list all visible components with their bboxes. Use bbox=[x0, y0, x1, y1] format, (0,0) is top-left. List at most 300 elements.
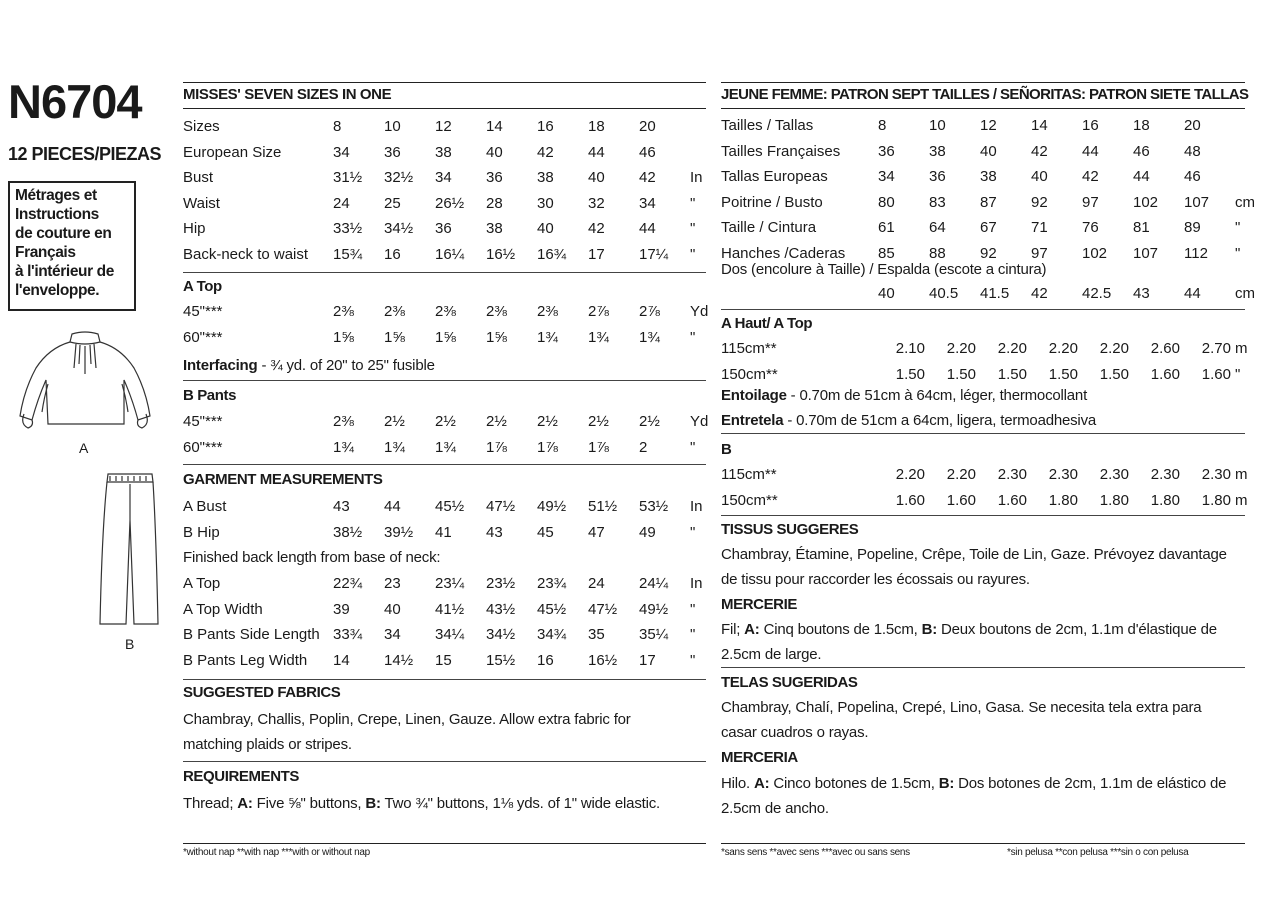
cell-value: 2½ bbox=[588, 413, 609, 431]
cell-value: 61 bbox=[878, 219, 895, 237]
table-row bbox=[183, 299, 708, 325]
row-label: A Top Width bbox=[183, 600, 263, 618]
unit-label: " bbox=[690, 523, 696, 541]
divider bbox=[183, 108, 706, 109]
cell-value: 107 bbox=[1184, 193, 1210, 211]
dos-label: Dos (encolure à Taille) / Espalda (escote a cintura) bbox=[721, 261, 1047, 278]
unit-label: " bbox=[1235, 219, 1241, 237]
cell-value: 16 bbox=[384, 245, 401, 263]
mercerie-part: Deux boutons de 2cm, 1.1m d'élastique de bbox=[937, 621, 1217, 638]
cell-value: 102 bbox=[1133, 193, 1159, 211]
b-pants-yardage-table bbox=[183, 409, 708, 460]
cell-value: 2½ bbox=[486, 413, 507, 431]
cell-value: 30 bbox=[537, 194, 554, 212]
mercerie-title: MERCERIE bbox=[721, 596, 797, 613]
cell-value: 1.50 bbox=[946, 365, 976, 383]
cell-value: 36 bbox=[384, 143, 401, 161]
cell-value: 1.80 bbox=[1099, 491, 1129, 509]
row-label: 115cm** bbox=[721, 466, 777, 484]
cell-value: 16½ bbox=[588, 651, 618, 669]
cell-value: 1.60 bbox=[895, 491, 925, 509]
french-sizes-table bbox=[721, 113, 1257, 266]
cell-value: 32 bbox=[588, 194, 605, 212]
cell-value: 46 bbox=[1184, 168, 1201, 186]
cell-value: 44 bbox=[588, 143, 605, 161]
cell-value: 47 bbox=[588, 523, 605, 541]
cell-value: 22¾ bbox=[333, 575, 363, 593]
a-top-title: A Top bbox=[183, 278, 222, 295]
unit-label: Yd bbox=[690, 413, 709, 431]
cell-value: 36 bbox=[878, 142, 895, 160]
cell-value: 42 bbox=[537, 143, 554, 161]
cell-value: 23 bbox=[384, 575, 401, 593]
cell-value: 1⅝ bbox=[486, 328, 507, 346]
row-label: 150cm** bbox=[721, 491, 778, 509]
req-view-b: B: bbox=[365, 795, 381, 812]
cell-value: 39½ bbox=[384, 523, 414, 541]
unit-label bbox=[1235, 139, 1257, 165]
note-line: de couture en bbox=[15, 225, 112, 242]
cell-value: 2 bbox=[639, 438, 648, 456]
cell-value: 45½ bbox=[435, 498, 465, 516]
row-label: Back-neck to waist bbox=[183, 245, 309, 263]
cell-value: 43 bbox=[1133, 285, 1150, 303]
french-footnote: *sans sens **avec sens ***avec ou sans sens bbox=[721, 847, 910, 858]
unit-label: " bbox=[690, 194, 696, 212]
cell-value: 24 bbox=[588, 575, 605, 593]
cell-value: 23¼ bbox=[435, 575, 465, 593]
suggested-fabrics-text bbox=[183, 707, 706, 757]
b-title: B bbox=[721, 441, 732, 458]
tissus-line: Chambray, Étamine, Popeline, Crêpe, Toile de Lin, Gaze. Prévoyez davantage bbox=[721, 546, 1227, 563]
cell-value: 51½ bbox=[588, 498, 618, 516]
row-label: Tallas Europeas bbox=[721, 168, 828, 186]
cell-value: 1⅝ bbox=[384, 328, 405, 346]
table-row bbox=[721, 113, 1257, 139]
row-label: Hanches /Caderas bbox=[721, 244, 846, 262]
cell-value: 88 bbox=[929, 244, 946, 262]
cell-value: 2⅜ bbox=[537, 303, 558, 321]
cell-value: 39 bbox=[333, 600, 350, 618]
unit-label bbox=[690, 114, 708, 140]
table-row bbox=[183, 242, 708, 268]
cell-value: 40 bbox=[588, 169, 605, 187]
unit-label bbox=[690, 140, 708, 166]
row-label: Poitrine / Busto bbox=[721, 193, 823, 211]
cell-value: 102 bbox=[1082, 244, 1108, 262]
mercerie-line: 2.5cm de large. bbox=[721, 646, 822, 663]
cell-value: 24¼ bbox=[639, 575, 669, 593]
cell-value: 44 bbox=[1082, 142, 1099, 160]
req-part: Two ¾" buttons, 1⅛ yds. of 1" wide elastic. bbox=[380, 795, 660, 812]
row-label: 60"*** bbox=[183, 438, 223, 456]
cell-value: 20 bbox=[1184, 117, 1201, 135]
cell-value: 34 bbox=[878, 168, 895, 186]
table-row bbox=[721, 190, 1257, 216]
cell-value: 45 bbox=[537, 523, 554, 541]
cell-value: 40.5 bbox=[929, 285, 959, 303]
cell-value: 49 bbox=[639, 523, 656, 541]
cell-value: 1.80 bbox=[1048, 491, 1078, 509]
cell-value: 1⅝ bbox=[435, 328, 456, 346]
unit-label bbox=[1235, 164, 1257, 190]
english-heading: MISSES' SEVEN SIZES IN ONE bbox=[183, 86, 392, 103]
cell-value: 17 bbox=[588, 245, 605, 263]
cell-value: 36 bbox=[486, 169, 503, 187]
row-label: B Pants Leg Width bbox=[183, 651, 308, 669]
row-label: A Top bbox=[183, 575, 221, 593]
cell-value: 36 bbox=[435, 220, 452, 238]
unit-label: " bbox=[690, 651, 696, 669]
cell-value: 47½ bbox=[486, 498, 516, 516]
cell-value: 1¾ bbox=[384, 438, 405, 456]
divider bbox=[721, 82, 1245, 83]
row-label: Sizes bbox=[183, 118, 220, 136]
telas-line: casar cuadros o rayas. bbox=[721, 724, 869, 741]
cell-value: 1.50 bbox=[1099, 365, 1129, 383]
mercerie-view-a: A: bbox=[744, 621, 760, 638]
cell-value: 2⅜ bbox=[333, 413, 354, 431]
cell-value: 1¾ bbox=[588, 328, 609, 346]
b-pants-title: B Pants bbox=[183, 387, 237, 404]
cell-value: 43½ bbox=[486, 600, 516, 618]
divider bbox=[721, 309, 1245, 310]
merceria-view-a: A: bbox=[753, 775, 770, 792]
entoilage-note bbox=[721, 387, 1087, 404]
divider bbox=[721, 108, 1245, 109]
cell-value: 2½ bbox=[639, 413, 660, 431]
a-haut-title: A Haut/ A Top bbox=[721, 315, 813, 332]
cell-value: 2.20 bbox=[997, 340, 1027, 358]
cell-value: 15½ bbox=[486, 651, 516, 669]
cell-value: 40 bbox=[486, 143, 503, 161]
table-row bbox=[183, 165, 708, 191]
cell-value: 1.80 bbox=[1150, 491, 1180, 509]
row-label: B Pants Side Length bbox=[183, 626, 320, 644]
cell-value: 48 bbox=[1184, 142, 1201, 160]
unit-label: Yd bbox=[690, 303, 709, 321]
mercerie-line bbox=[721, 617, 1251, 642]
interfacing-note bbox=[183, 357, 435, 374]
unit-label bbox=[1235, 113, 1257, 139]
entretela-text: - 0.70m de 51cm a 64cm, ligera, termoadhesiva bbox=[783, 412, 1097, 429]
row-label: Bust bbox=[183, 169, 214, 187]
english-footnote: *without nap **with nap ***with or without nap bbox=[183, 847, 370, 858]
cell-value: 8 bbox=[333, 118, 342, 136]
cell-value: 34 bbox=[333, 143, 350, 161]
cell-value: 23¾ bbox=[537, 575, 567, 593]
cell-value: 1.60 bbox=[946, 491, 976, 509]
divider bbox=[183, 843, 706, 844]
table-row bbox=[183, 597, 708, 623]
mercerie-part: Fil; bbox=[721, 621, 745, 638]
cell-value: 38 bbox=[435, 143, 452, 161]
cell-value: 10 bbox=[384, 118, 401, 136]
cell-value: 1.50 bbox=[997, 365, 1027, 383]
divider bbox=[183, 464, 706, 465]
cell-value: 71 bbox=[1031, 219, 1048, 237]
suggested-fabrics-title: SUGGESTED FABRICS bbox=[183, 684, 341, 701]
table-row bbox=[183, 114, 708, 140]
finished-length-table bbox=[183, 571, 708, 673]
merceria-part: Hilo. bbox=[721, 775, 754, 792]
merceria-title: MERCERIA bbox=[721, 749, 798, 766]
cell-value: 34¼ bbox=[435, 626, 465, 644]
entretela-note bbox=[721, 412, 1096, 429]
cell-value: 34 bbox=[435, 169, 452, 187]
row-label: 45"*** bbox=[183, 413, 223, 431]
unit-label: " bbox=[1235, 365, 1241, 383]
merceria-line bbox=[721, 771, 1251, 796]
tissus-text bbox=[721, 542, 1251, 592]
cell-value: 43 bbox=[333, 498, 350, 516]
divider bbox=[183, 380, 706, 381]
table-row bbox=[721, 488, 1257, 514]
cell-value: 33½ bbox=[333, 220, 363, 238]
cell-value: 14½ bbox=[384, 651, 414, 669]
cell-value: 12 bbox=[980, 117, 997, 135]
table-row bbox=[183, 571, 708, 597]
cell-value: 34¾ bbox=[537, 626, 567, 644]
cell-value: 2.20 bbox=[895, 466, 925, 484]
cell-value: 2.30 bbox=[1048, 466, 1078, 484]
entretela-label: Entretela bbox=[721, 412, 784, 429]
cell-value: 23½ bbox=[486, 575, 516, 593]
cell-value: 42.5 bbox=[1082, 285, 1112, 303]
cell-value: 20 bbox=[639, 118, 656, 136]
cell-value: 2½ bbox=[384, 413, 405, 431]
cell-value: 1¾ bbox=[639, 328, 660, 346]
cell-value: 2.30 bbox=[997, 466, 1027, 484]
cell-value: 53½ bbox=[639, 498, 669, 516]
cell-value: 1⅞ bbox=[486, 438, 507, 456]
req-view-a: A: bbox=[237, 795, 253, 812]
req-part: Thread; bbox=[183, 795, 238, 812]
cell-value: 8 bbox=[878, 117, 887, 135]
cell-value: 16¾ bbox=[537, 245, 567, 263]
cell-value: 34½ bbox=[486, 626, 516, 644]
divider bbox=[183, 272, 706, 273]
unit-label: In bbox=[690, 169, 703, 187]
cell-value: 38½ bbox=[333, 523, 363, 541]
entoilage-text: - 0.70m de 51cm à 64cm, léger, thermocollant bbox=[786, 387, 1088, 404]
cell-value: 2⅞ bbox=[639, 303, 660, 321]
interfacing-label: Interfacing bbox=[183, 357, 258, 374]
unit-label: " bbox=[690, 626, 696, 644]
cell-value: 40 bbox=[537, 220, 554, 238]
cell-value: 2.70 bbox=[1201, 340, 1231, 358]
cell-value: 10 bbox=[929, 117, 946, 135]
cell-value: 1.50 bbox=[895, 365, 925, 383]
cell-value: 46 bbox=[639, 143, 656, 161]
cell-value: 38 bbox=[486, 220, 503, 238]
requirements-text bbox=[183, 795, 660, 812]
cell-value: 31½ bbox=[333, 169, 363, 187]
finished-length-note: Finished back length from base of neck: bbox=[183, 549, 441, 566]
cell-value: 16¼ bbox=[435, 245, 465, 263]
mercerie-part: Cinq boutons de 1.5cm, bbox=[759, 621, 922, 638]
req-part: Five ⅝" buttons, bbox=[252, 795, 366, 812]
cell-value: 18 bbox=[588, 118, 605, 136]
cell-value: 42 bbox=[1031, 285, 1048, 303]
cell-value: 42 bbox=[1031, 142, 1048, 160]
cell-value: 14 bbox=[486, 118, 503, 136]
row-label: 60"*** bbox=[183, 328, 223, 346]
cell-value: 1⅞ bbox=[588, 438, 609, 456]
cell-value: 1.80 bbox=[1201, 491, 1231, 509]
table-row bbox=[183, 140, 708, 166]
cell-value: 44 bbox=[384, 498, 401, 516]
telas-text bbox=[721, 695, 1251, 745]
row-label: B Hip bbox=[183, 523, 220, 541]
merceria-view-b: B: bbox=[938, 775, 955, 792]
view-a-blouse-illustration bbox=[14, 328, 156, 432]
cell-value: 40 bbox=[980, 142, 997, 160]
row-label: A Bust bbox=[183, 498, 227, 516]
table-row bbox=[721, 462, 1257, 488]
cell-value: 25 bbox=[384, 194, 401, 212]
table-row bbox=[183, 216, 708, 242]
divider bbox=[183, 761, 706, 762]
cell-value: 40 bbox=[384, 600, 401, 618]
cell-value: 38 bbox=[980, 168, 997, 186]
cell-value: 28 bbox=[486, 194, 503, 212]
table-row bbox=[183, 648, 708, 674]
english-sizes-table bbox=[183, 114, 708, 267]
cell-value: 1.50 bbox=[1048, 365, 1078, 383]
view-a-label: A bbox=[79, 440, 89, 456]
cell-value: 1¾ bbox=[537, 328, 558, 346]
cell-value: 35 bbox=[588, 626, 605, 644]
cell-value: 2.20 bbox=[1048, 340, 1078, 358]
cell-value: 97 bbox=[1031, 244, 1048, 262]
cell-value: 33¾ bbox=[333, 626, 363, 644]
table-row bbox=[721, 362, 1257, 388]
cell-value: 1.60 bbox=[1150, 365, 1180, 383]
cell-value: 41½ bbox=[435, 600, 465, 618]
cell-value: 81 bbox=[1133, 219, 1150, 237]
unit-label: m bbox=[1235, 340, 1248, 358]
cell-value: 47½ bbox=[588, 600, 618, 618]
table-row bbox=[721, 336, 1257, 362]
cell-value: 2.30 bbox=[1150, 466, 1180, 484]
cell-value: 14 bbox=[1031, 117, 1048, 135]
cell-value: 2⅜ bbox=[486, 303, 507, 321]
note-line: Métrages et bbox=[15, 187, 97, 204]
unit-label: " bbox=[690, 245, 696, 263]
cell-value: 67 bbox=[980, 219, 997, 237]
merceria-part: Cinco botones de 1.5cm, bbox=[769, 775, 939, 792]
cell-value: 44 bbox=[1133, 168, 1150, 186]
unit-label: m bbox=[1235, 466, 1248, 484]
dos-table bbox=[721, 281, 1257, 307]
cell-value: 2⅞ bbox=[588, 303, 609, 321]
telas-title: TELAS SUGERIDAS bbox=[721, 674, 858, 691]
cell-value: 26½ bbox=[435, 194, 465, 212]
table-row bbox=[721, 215, 1257, 241]
row-label: 115cm** bbox=[721, 340, 777, 358]
cell-value: 15 bbox=[435, 651, 452, 669]
cell-value: 16½ bbox=[486, 245, 516, 263]
cell-value: 64 bbox=[929, 219, 946, 237]
cell-value: 1.60 bbox=[1201, 365, 1231, 383]
cell-value: 44 bbox=[1184, 285, 1201, 303]
note-line: Instructions bbox=[15, 206, 99, 223]
cell-value: 107 bbox=[1133, 244, 1159, 262]
table-row bbox=[183, 494, 708, 520]
a-haut-table bbox=[721, 336, 1257, 387]
cell-value: 36 bbox=[929, 168, 946, 186]
cell-value: 17 bbox=[639, 651, 656, 669]
cell-value: 92 bbox=[980, 244, 997, 262]
note-line: l'enveloppe. bbox=[15, 282, 100, 299]
table-row bbox=[183, 622, 708, 648]
cell-value: 83 bbox=[929, 193, 946, 211]
cell-value: 112 bbox=[1184, 244, 1208, 262]
cell-value: 38 bbox=[929, 142, 946, 160]
cell-value: 49½ bbox=[537, 498, 567, 516]
divider bbox=[721, 515, 1245, 516]
divider bbox=[721, 667, 1245, 668]
cell-value: 1⅝ bbox=[333, 328, 354, 346]
cell-value: 76 bbox=[1082, 219, 1099, 237]
note-line: à l'intérieur de bbox=[15, 263, 114, 280]
merceria-part: Dos botones de 2cm, 1.1m de elástico de bbox=[954, 775, 1227, 792]
cell-value: 2.20 bbox=[1099, 340, 1129, 358]
row-label: Waist bbox=[183, 194, 220, 212]
divider bbox=[721, 843, 1245, 844]
cell-value: 89 bbox=[1184, 219, 1201, 237]
garment-measurements-table bbox=[183, 494, 708, 545]
piece-count: 12 PIECES/PIEZAS bbox=[8, 144, 162, 164]
cell-value: 85 bbox=[878, 244, 895, 262]
cell-value: 43 bbox=[486, 523, 503, 541]
row-label: 150cm** bbox=[721, 365, 778, 383]
cell-value: 2.20 bbox=[946, 466, 976, 484]
unit-label: " bbox=[690, 600, 696, 618]
cell-value: 49½ bbox=[639, 600, 669, 618]
cell-value: 2⅜ bbox=[333, 303, 354, 321]
cell-value: 42 bbox=[1082, 168, 1099, 186]
unit-label: cm bbox=[1235, 285, 1255, 303]
cell-value: 34 bbox=[384, 626, 401, 644]
row-label: European Size bbox=[183, 143, 282, 161]
unit-label: In bbox=[690, 498, 703, 516]
divider bbox=[183, 82, 706, 83]
cell-value: 35¼ bbox=[639, 626, 669, 644]
unit-label: " bbox=[690, 220, 696, 238]
row-label: Tailles / Tallas bbox=[721, 117, 814, 135]
tissus-title: TISSUS SUGGERES bbox=[721, 521, 859, 538]
table-row bbox=[183, 435, 708, 461]
tissus-line: de tissu pour raccorder les écossais ou rayures. bbox=[721, 571, 1030, 588]
merceria-line: 2.5cm de ancho. bbox=[721, 800, 829, 817]
cell-value: 41.5 bbox=[980, 285, 1010, 303]
cell-value: 14 bbox=[333, 651, 350, 669]
view-b-pants-illustration bbox=[96, 470, 162, 632]
row-label: 45"*** bbox=[183, 303, 223, 321]
mercerie-text bbox=[721, 617, 1251, 667]
cell-value: 2⅜ bbox=[384, 303, 405, 321]
table-row bbox=[183, 409, 708, 435]
a-top-yardage-table bbox=[183, 299, 708, 350]
table-row bbox=[183, 520, 708, 546]
unit-label: " bbox=[1235, 244, 1241, 262]
cell-value: 15¾ bbox=[333, 245, 363, 263]
french-instructions-note bbox=[8, 181, 136, 311]
view-b-label: B bbox=[125, 636, 135, 652]
divider bbox=[721, 433, 1245, 434]
